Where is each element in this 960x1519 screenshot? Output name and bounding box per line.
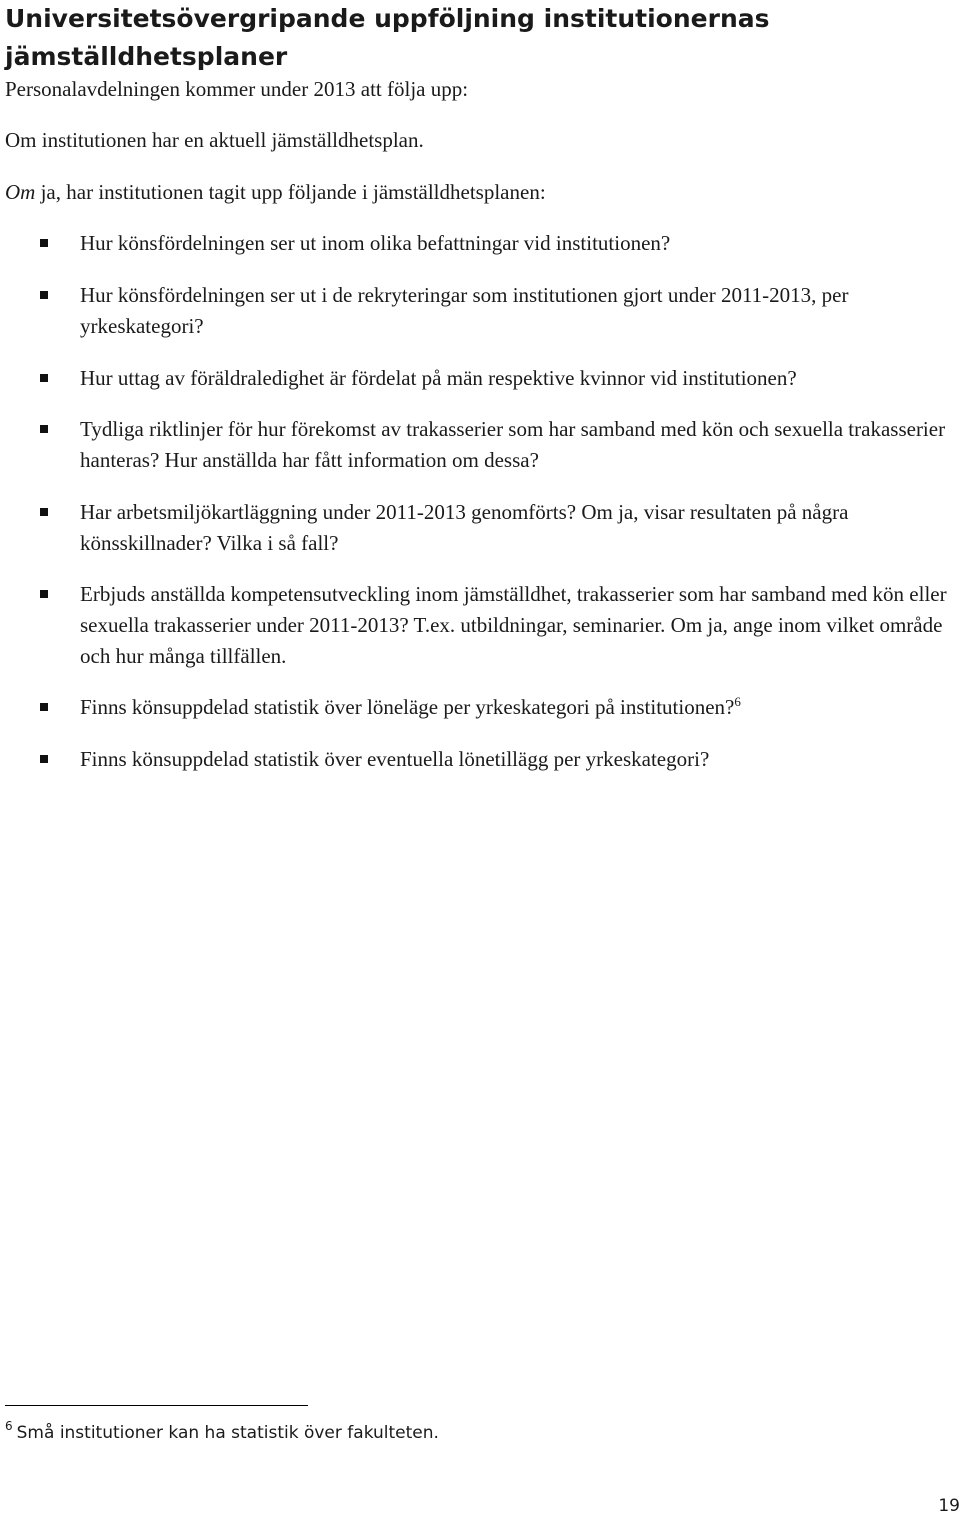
list-item-text	[80, 692, 955, 723]
square-bullet-icon	[40, 755, 48, 763]
list-item-text: Hur könsfördelningen ser ut inom olika befattningar vid institutionen?	[80, 231, 671, 255]
square-bullet-icon	[40, 239, 48, 247]
list-item-text: Hur könsfördelningen ser ut i de rekryteringar som institutionen gjort under 2011-2013, per yrkeskategori?	[80, 283, 849, 338]
page-number: 19	[938, 1496, 960, 1516]
intro-text: Personalavdelningen kommer under 2013 att följa upp:	[5, 77, 469, 101]
footnote-separator	[5, 1405, 308, 1406]
if-yes-prefix: Om	[5, 180, 36, 204]
footnote	[5, 1418, 439, 1448]
list-item-text-body: Finns könsuppdelad statistik över löneläge per yrkeskategori på institutionen?	[80, 695, 735, 719]
plan-question: Om institutionen har en aktuell jämställdhetsplan.	[5, 128, 424, 152]
square-bullet-icon	[40, 425, 48, 433]
list-item-text: Erbjuds anställda kompetensutveckling inom jämställdhet, trakasserier som har samband med kön eller sexuella trakasserier under 2011-2013? T.ex. utbildningar, seminarier. Om ja, ange inom vilket område och hur många tillfällen.	[80, 582, 947, 668]
if-yes-text	[5, 177, 546, 208]
footnote-number: 6	[5, 1419, 13, 1433]
square-bullet-icon	[40, 590, 48, 598]
footnote-text: Små institutioner kan ha statistik över fakulteten.	[16, 1423, 439, 1443]
square-bullet-icon	[40, 703, 48, 711]
list-item-text: Hur uttag av föräldraledighet är fördelat på män respektive kvinnor vid institutionen?	[80, 366, 797, 390]
list-item-text: Finns könsuppdelad statistik över eventuella lönetillägg per yrkeskategori?	[80, 747, 710, 771]
page-heading: Universitetsövergripande uppföljning institutionernas jämställdhetsplaner	[5, 4, 770, 71]
square-bullet-icon	[40, 291, 48, 299]
square-bullet-icon	[40, 508, 48, 516]
list-item-text: Har arbetsmiljökartläggning under 2011-2013 genomförts? Om ja, visar resultaten på några könsskillnader? Vilka i så fall?	[80, 500, 849, 555]
square-bullet-icon	[40, 374, 48, 382]
footnote-reference[interactable]: 6	[734, 694, 741, 709]
if-yes-rest: ja, har institutionen tagit upp följande i jämställdhetsplanen:	[35, 180, 546, 204]
list-item-text: Tydliga riktlinjer för hur förekomst av trakasserier som har samband med kön och sexuella trakasserier hanteras? Hur anställda har fått information om dessa?	[80, 417, 946, 472]
